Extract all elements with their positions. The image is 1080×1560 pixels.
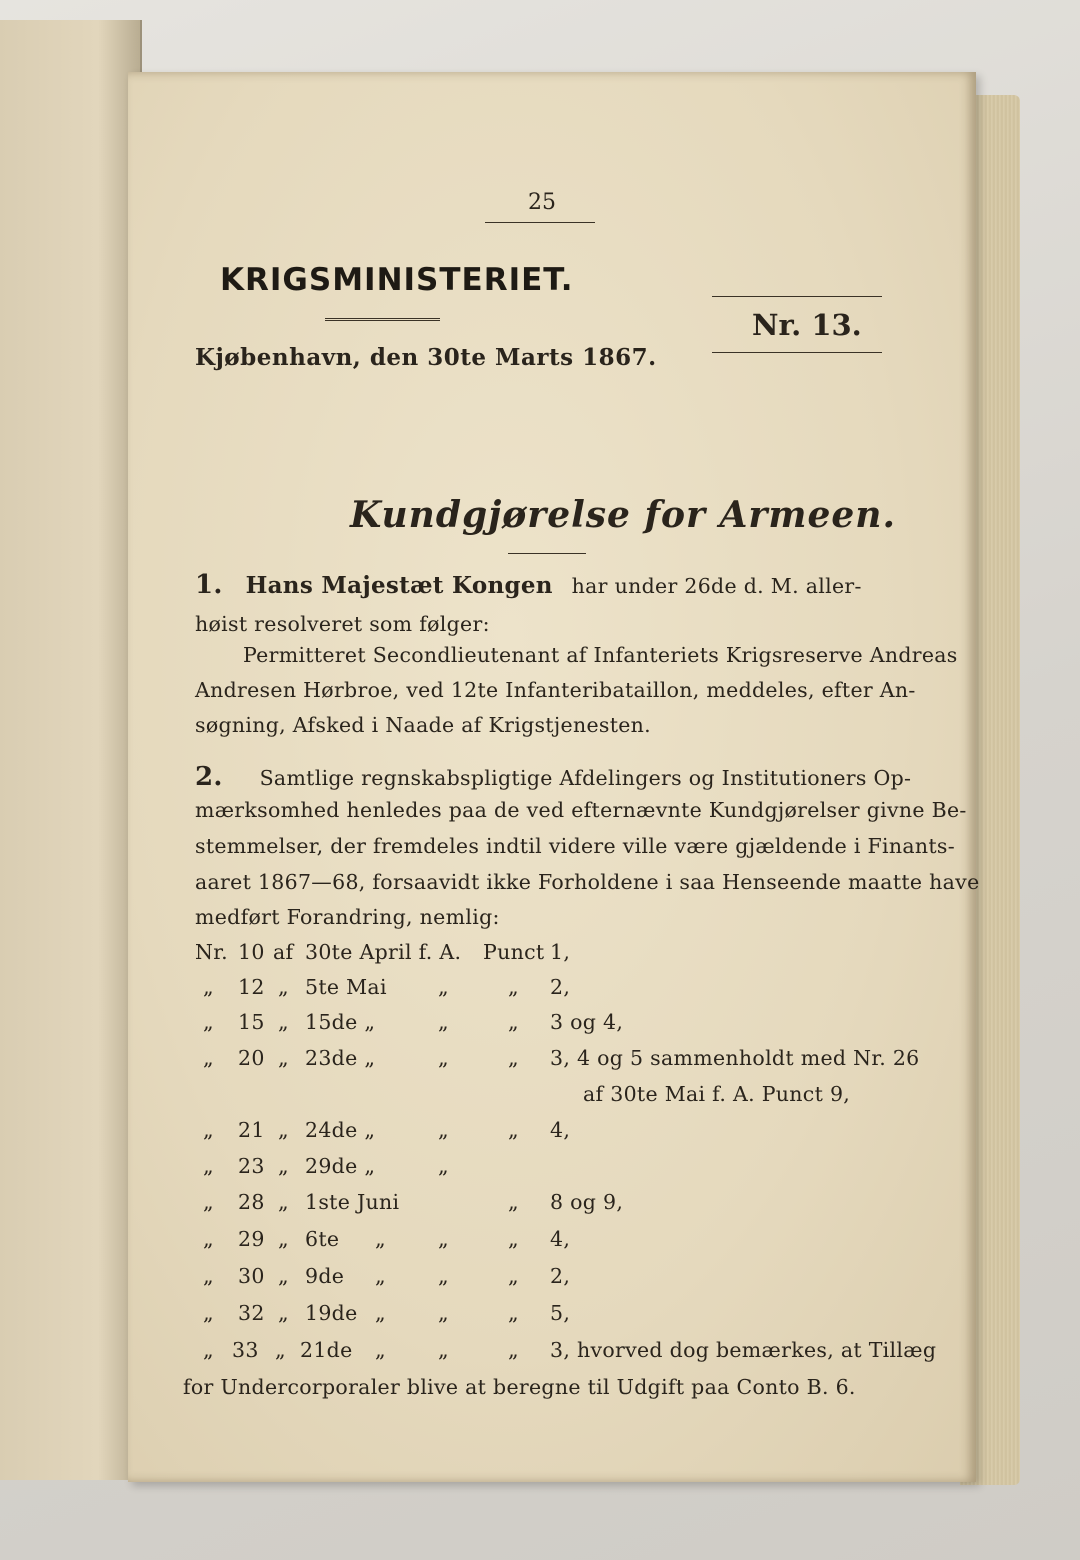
list-item-nr: 32 xyxy=(238,1301,265,1325)
list-item-date: 15de „ xyxy=(305,1010,376,1034)
section1-line4: Andresen Hørbroe, ved 12te Infanteribataillon, meddeles, efter An- xyxy=(195,678,916,702)
list-item-ditto: „ xyxy=(508,1190,519,1214)
section2-line2: mærksomhed henledes paa de ved efternævnte Kundgjørelser givne Be- xyxy=(195,798,967,822)
nr-rule-bottom xyxy=(712,352,882,353)
list-item-nr: 12 xyxy=(238,975,265,999)
list-item-ditto: „ xyxy=(278,1264,289,1288)
list-item-ditto: „ xyxy=(278,1301,289,1325)
list-item-sep: af xyxy=(273,940,294,964)
heading-rule xyxy=(508,553,586,554)
list-item-ditto: „ xyxy=(278,1190,289,1214)
list-item-ditto: „ xyxy=(278,1154,289,1178)
list-item-nr: 15 xyxy=(238,1010,265,1034)
list-item-date: 21de xyxy=(300,1338,353,1362)
list-item-nr: 23 xyxy=(238,1154,265,1178)
list-item-date: 24de „ xyxy=(305,1118,376,1142)
list-item-ditto: „ xyxy=(438,1338,449,1362)
list-item-ditto: „ xyxy=(375,1338,386,1362)
list-item-ditto: „ xyxy=(203,1118,214,1142)
list-item-punct: 1, xyxy=(550,940,571,964)
list-item-punct: 3 og 4, xyxy=(550,1010,624,1034)
list-item-ditto: „ xyxy=(375,1264,386,1288)
list-item-punct: 3, hvorved dog bemærkes, at Tillæg xyxy=(550,1338,937,1362)
list-item-date: 23de „ xyxy=(305,1046,376,1070)
list-item-date: 29de „ xyxy=(305,1154,376,1178)
list-item-ditto: „ xyxy=(508,1046,519,1070)
section1-line2: høist resolveret som følger: xyxy=(195,612,490,636)
list-item-ditto: „ xyxy=(278,1227,289,1251)
list-item-ditto: „ xyxy=(375,1227,386,1251)
list-item-ditto: „ xyxy=(275,1338,286,1362)
list-item-ditto: „ xyxy=(203,1264,214,1288)
list-item-nr: 20 xyxy=(238,1046,265,1070)
list-item-ditto: „ xyxy=(278,1118,289,1142)
list-item: Nr. xyxy=(195,940,228,964)
list-item-punct: 2, xyxy=(550,1264,571,1288)
list-item-nr: 10 xyxy=(238,940,265,964)
list-item-ditto: „ xyxy=(203,1010,214,1034)
list-item-ditto: „ xyxy=(278,1046,289,1070)
list-item-ditto: „ xyxy=(438,1010,449,1034)
section1-line1-rest: har under 26de d. M. aller- xyxy=(571,574,862,598)
list-item-ditto: „ xyxy=(508,1227,519,1251)
list-item-ditto: „ xyxy=(203,1338,214,1362)
list-item-ditto: „ xyxy=(438,1154,449,1178)
list-item-ditto: „ xyxy=(203,1301,214,1325)
list-item-ditto: „ xyxy=(508,1010,519,1034)
nr-rule-top xyxy=(712,296,882,297)
list-item-ditto: „ xyxy=(508,1264,519,1288)
page-number-rule xyxy=(485,222,595,223)
list-item-ditto: „ xyxy=(203,1154,214,1178)
list-item-ditto: „ xyxy=(438,1046,449,1070)
list-item-ditto: „ xyxy=(438,1227,449,1251)
section1-line5: søgning, Afsked i Naade af Krigstjenesten. xyxy=(195,713,651,737)
section2-line5: medført Forandring, nemlig: xyxy=(195,905,500,929)
section1-line3: Permitteret Secondlieutenant af Infanteriets Krigsreserve Andreas xyxy=(243,643,958,667)
list-item-ditto: „ xyxy=(508,1118,519,1142)
list-item-ditto: „ xyxy=(375,1301,386,1325)
section2-line1 xyxy=(195,762,911,792)
list-item-ditto: „ xyxy=(438,1118,449,1142)
list-item-ditto: „ xyxy=(203,975,214,999)
list-item-punct: 5, xyxy=(550,1301,571,1325)
list-item-ditto: „ xyxy=(508,1338,519,1362)
list-item-nr: 30 xyxy=(238,1264,265,1288)
section2-line4: aaret 1867—68, forsaavidt ikke Forholdene i saa Henseende maatte have xyxy=(195,870,980,894)
final-line: for Undercorporaler blive at beregne til Udgift paa Conto B. 6. xyxy=(183,1375,856,1399)
section1-who: Hans Majestæt Kongen xyxy=(245,572,553,599)
section1-number: 1. xyxy=(195,570,223,600)
section2-line1-rest: Samtlige regnskabspligtige Afdelingers og Institutioners Op- xyxy=(259,766,912,790)
left-page xyxy=(0,20,142,1480)
page-number: 25 xyxy=(528,190,556,215)
list-item-ditto: „ xyxy=(508,975,519,999)
list-item-ditto: „ xyxy=(438,1301,449,1325)
ministry-rule xyxy=(325,318,440,321)
ministry-title: KRIGSMINISTERIET. xyxy=(220,262,574,298)
list-item-punct: 2, xyxy=(550,975,571,999)
list-item-date: 30te April f. A. xyxy=(305,940,462,964)
list-item-punct: 3, 4 og 5 sammenholdt med Nr. 26 xyxy=(550,1046,920,1070)
list-item-punct: 8 og 9, xyxy=(550,1190,624,1214)
list-item-date: 19de xyxy=(305,1301,358,1325)
section1-line1 xyxy=(195,570,862,600)
list-item-ditto: „ xyxy=(438,1264,449,1288)
list-item-ditto: „ xyxy=(203,1190,214,1214)
list-item-date: 6te xyxy=(305,1227,340,1251)
dateline: Kjøbenhavn, den 30te Marts 1867. xyxy=(195,344,657,371)
list-item-punct-label: Punct xyxy=(483,940,545,964)
list-item-nr: 29 xyxy=(238,1227,265,1251)
list-item-punct: 4, xyxy=(550,1118,571,1142)
issue-number: Nr. 13. xyxy=(752,308,862,342)
section2-number: 2. xyxy=(195,762,223,792)
list-item-ditto: „ xyxy=(203,1227,214,1251)
list-item-ditto: „ xyxy=(203,1046,214,1070)
list-item-punct: 4, xyxy=(550,1227,571,1251)
list-item-nr: 33 xyxy=(232,1338,259,1362)
list-item-nr: 28 xyxy=(238,1190,265,1214)
section2-line3: stemmelser, der fremdeles indtil videre ville være gjældende i Finants- xyxy=(195,834,955,858)
list-item-date: 5te Mai xyxy=(305,975,387,999)
list-item-continuation: af 30te Mai f. A. Punct 9, xyxy=(583,1082,851,1106)
heading: Kundgjørelse for Armeen. xyxy=(350,494,896,536)
list-item-date: 1ste Juni xyxy=(305,1190,400,1214)
list-item-ditto: „ xyxy=(278,975,289,999)
list-item-date: 9de xyxy=(305,1264,345,1288)
list-item-ditto: „ xyxy=(278,1010,289,1034)
list-item-ditto: „ xyxy=(508,1301,519,1325)
list-item-nr: 21 xyxy=(238,1118,265,1142)
list-item-ditto: „ xyxy=(438,975,449,999)
